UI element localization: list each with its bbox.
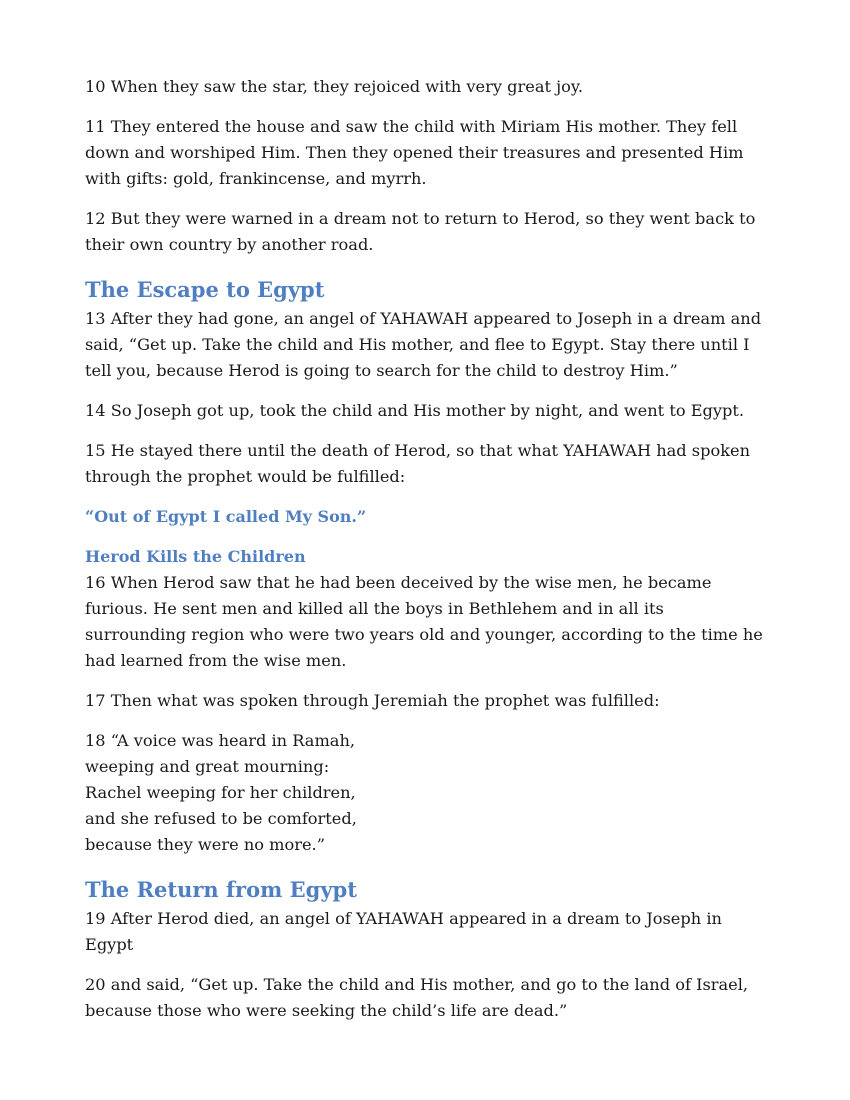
poem-line: 18 “A voice was heard in Ramah, — [85, 731, 356, 750]
verse-17: 17 Then what was spoken through Jeremiah the prophet was fulfilled: — [85, 691, 660, 710]
poem-line: Rachel weeping for her children, — [85, 783, 356, 802]
verse-12: 12 But they were warned in a dream not to return to Herod, so they went back to their own country by another road. — [85, 209, 756, 254]
quote-out-of-egypt: “Out of Egypt I called My Son.” — [85, 507, 367, 526]
heading-escape-to-egypt: The Escape to Egypt — [85, 277, 325, 302]
verse-14: 14 So Joseph got up, took the child and His mother by night, and went to Egypt. — [85, 401, 745, 420]
verse-19: 19 After Herod died, an angel of YAHAWAH appeared in a dream to Joseph in Egypt — [85, 909, 722, 954]
heading-return-from-egypt: The Return from Egypt — [85, 877, 357, 902]
verse-18-poem — [85, 728, 770, 858]
verse-16: 16 When Herod saw that he had been deceived by the wise men, he became furious. He sent men and killed all the boys in Bethlehem and in all its surrounding region who were two years old and younger, according to the time he had learned from the wise men. — [85, 573, 763, 670]
document-page — [85, 74, 770, 1038]
poem-line: because they were no more.” — [85, 835, 325, 854]
verse-13: 13 After they had gone, an angel of YAHAWAH appeared to Joseph in a dream and said, “Get up. Take the child and His mother, and flee to Egypt. Stay there until I tell you, because Herod is going to search for the child to destroy Him.” — [85, 309, 762, 380]
verse-10: 10 When they saw the star, they rejoiced with very great joy. — [85, 77, 584, 96]
verse-11: 11 They entered the house and saw the child with Miriam His mother. They fell down and worshiped Him. Then they opened their treasures and presented Him with gifts: gold, frankincense, and myrrh. — [85, 117, 744, 188]
poem-line: and she refused to be comforted, — [85, 809, 357, 828]
heading-herod-kills-children: Herod Kills the Children — [85, 547, 306, 566]
verse-15: 15 He stayed there until the death of Herod, so that what YAHAWAH had spoken through the prophet would be fulfilled: — [85, 441, 751, 486]
verse-20: 20 and said, “Get up. Take the child and His mother, and go to the land of Israel, because those who were seeking the child’s life are dead.” — [85, 975, 749, 1020]
poem-line: weeping and great mourning: — [85, 757, 330, 776]
